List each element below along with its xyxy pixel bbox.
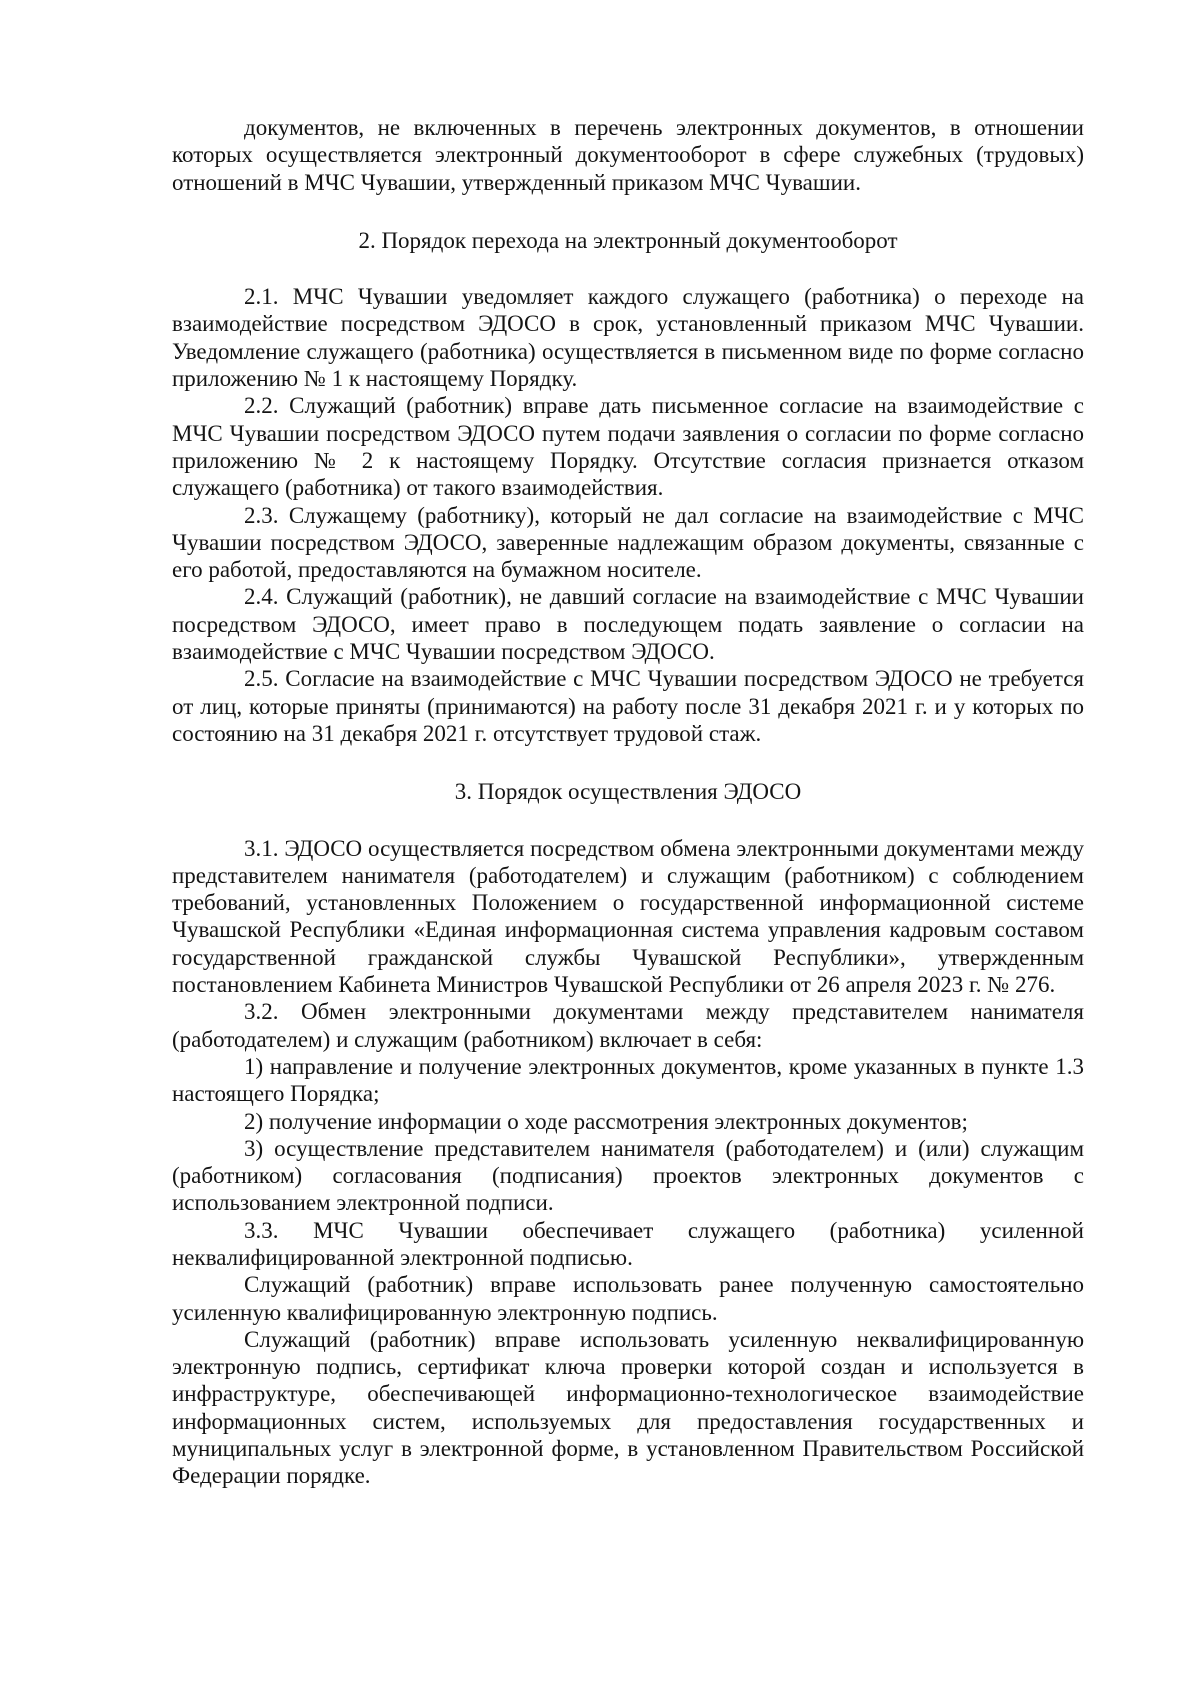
spacer <box>172 806 1084 835</box>
section-3-heading: 3. Порядок осуществления ЭДОСО <box>454 779 802 805</box>
paragraph-2-1: 2.1. МЧС Чувашии уведомляет каждого служащего (работника) о переходе на взаимодействие посредством ЭДОСО в срок, установленный приказом МЧС Чувашии. Уведомление служащего (работника) осуществляется в письменном виде по форме согласно приложению № 1 к настоящему Порядку. <box>172 284 1084 392</box>
list-item-1: 1) направление и получение электронных документов, кроме указанных в пункте 1.3 настоящего Порядка; <box>172 1053 1084 1107</box>
document-page <box>172 114 1084 1490</box>
paragraph-2-2: 2.2. Служащий (работник) вправе дать письменное согласие на взаимодействие с МЧС Чувашии посредством ЭДОСО путем подачи заявления о согласии по форме согласно приложению № 2 к настоящему Порядку. Отсутствие согласия признается отказом служащего (работника) от такого взаимодействия. <box>172 393 1084 501</box>
paragraph-3-3: 3.3. МЧС Чувашии обеспечивает служащего (работника) усиленной неквалифицированной электронной подписью. <box>172 1217 1084 1270</box>
list-item-2: 2) получение информации о ходе рассмотрения электронных документов; <box>244 1108 968 1134</box>
paragraph-2-5: 2.5. Согласие на взаимодействие с МЧС Чувашии посредством ЭДОСО не требуется от лиц, которые приняты (принимаются) на работу после 31 декабря 2021 г. и у которых по состоянию на 31 декабря 2021 г. отсутствует трудовой стаж. <box>172 666 1084 746</box>
paragraph-3-1: 3.1. ЭДОСО осуществляется посредством обмена электронными документами между представителем нанимателя (работодателем) и служащим (работником) с соблюдением требований, установленных Положением о государственной информационной системе Чувашской Республики «Единая информационная система управления кадровым составом государственной гражданской службы Чувашской Республики», утвержденным постановлением Кабинета Министров Чувашской Республики от 26 апреля 2023 г. № 276. <box>172 835 1084 998</box>
spacer <box>172 254 1084 283</box>
paragraph-2-3: 2.3. Служащему (работнику), который не дал согласие на взаимодействие с МЧС Чувашии посредством ЭДОСО, заверенные надлежащим образом документы, связанные с его работой, предоставляются на бумажном носителе. <box>172 502 1084 583</box>
paragraph-qualified-signature: Служащий (работник) вправе использовать ранее полученную самостоятельно усиленную квалифицированную электронную подпись. <box>172 1272 1084 1325</box>
intro-paragraph: документов, не включенных в перечень электронных документов, в отношении которых осуществляется электронный документооборот в сфере служебных (трудовых) отношений в МЧС Чувашии, утвержденный приказом МЧС Чувашии. <box>172 115 1084 195</box>
paragraph-2-4: 2.4. Служащий (работник), не давший согласие на взаимодействие с МЧС Чувашии посредством ЭДОСО, имеет право в последующем подать заявление о согласии на взаимодействие с МЧС Чувашии посредством ЭДОСО. <box>172 584 1084 665</box>
section-2-heading: 2. Порядок перехода на электронный документооборот <box>358 227 898 253</box>
spacer <box>172 747 1084 778</box>
list-item-3: 3) осуществление представителем нанимателя (работодателем) и (или) служащим (работником) согласования (подписания) проектов электронных документов с использованием электронной подписи. <box>172 1135 1084 1216</box>
paragraph-unqualified-signature: Служащий (работник) вправе использовать усиленную неквалифицированную электронную подпись, сертификат ключа проверки которой создан и используется в инфраструктуре, обеспечивающей информационно-технологическое взаимодействие информационных систем, используемых для предоставления государственных и муниципальных услуг в электронной форме, в установленном Правительством Российской Федерации порядке. <box>172 1326 1084 1489</box>
paragraph-3-2: 3.2. Обмен электронными документами между представителем нанимателя (работодателем) и служащим (работником) включает в себя: <box>172 999 1084 1052</box>
spacer <box>172 196 1084 227</box>
